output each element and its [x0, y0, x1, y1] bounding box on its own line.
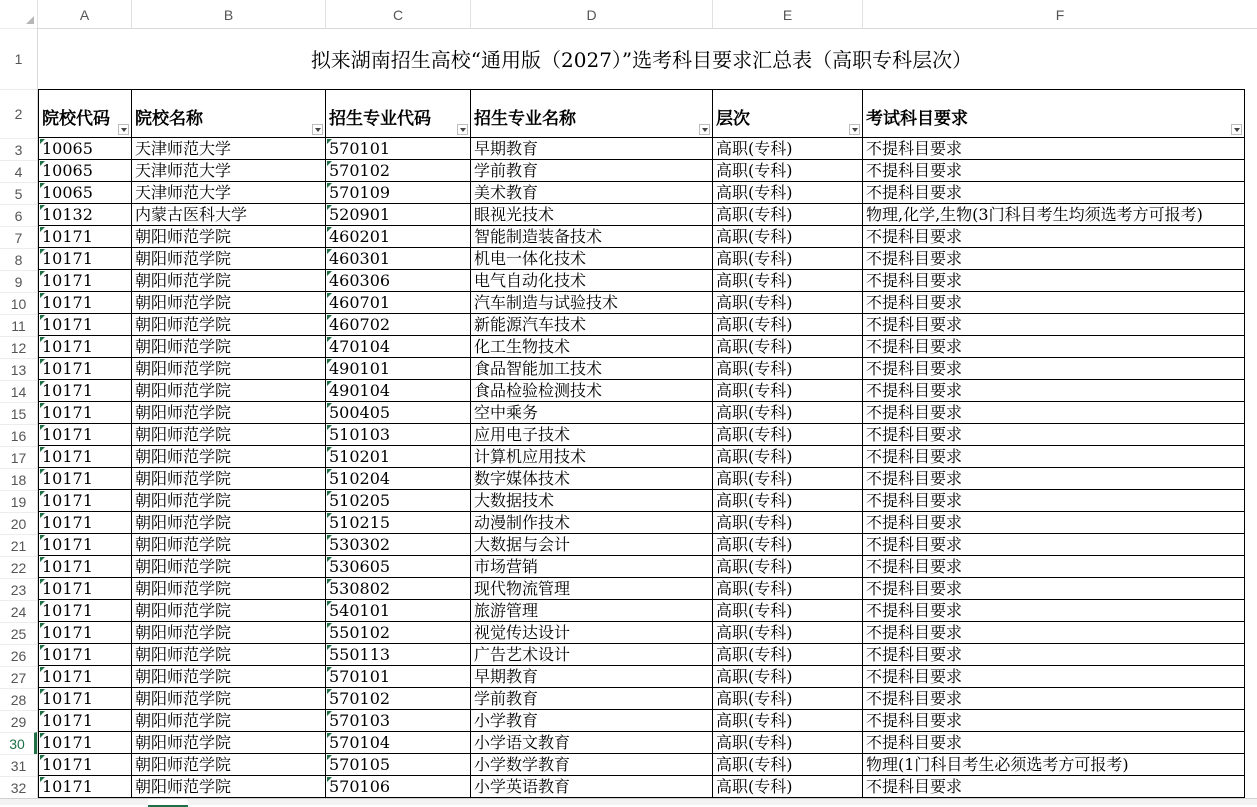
table-cell[interactable]: 490101 [325, 358, 470, 380]
row-header-23[interactable]: 23 [0, 578, 37, 600]
table-cell[interactable]: 物理,化学,生物(3门科目考生均须选考方可报考) [862, 204, 1245, 226]
row-header-18[interactable]: 18 [0, 468, 37, 490]
table-cell[interactable]: 朝阳师范学院 [131, 402, 325, 424]
table-cell[interactable]: 570103 [325, 710, 470, 732]
table-cell[interactable]: 510204 [325, 468, 470, 490]
table-cell[interactable]: 朝阳师范学院 [131, 556, 325, 578]
table-cell[interactable]: 不提科目要求 [862, 512, 1245, 534]
table-cell[interactable]: 不提科目要求 [862, 490, 1245, 512]
table-cell[interactable]: 化工生物技术 [470, 336, 712, 358]
header-cell[interactable] [470, 89, 712, 138]
table-cell[interactable]: 小学教育 [470, 710, 712, 732]
table-cell[interactable]: 高职(专科) [712, 446, 862, 468]
table-cell[interactable]: 学前教育 [470, 688, 712, 710]
row-header-24[interactable]: 24 [0, 600, 37, 622]
table-cell[interactable]: 不提科目要求 [862, 622, 1245, 644]
header-cell[interactable] [131, 89, 325, 138]
table-cell[interactable]: 10171 [38, 688, 131, 710]
table-cell[interactable]: 不提科目要求 [862, 732, 1245, 754]
table-cell[interactable]: 天津师范大学 [131, 182, 325, 204]
table-cell[interactable]: 10171 [38, 556, 131, 578]
row-header-17[interactable]: 17 [0, 446, 37, 468]
table-cell[interactable]: 朝阳师范学院 [131, 424, 325, 446]
table-cell[interactable]: 10171 [38, 446, 131, 468]
row-header-19[interactable]: 19 [0, 490, 37, 512]
table-cell[interactable]: 570104 [325, 732, 470, 754]
table-cell[interactable]: 不提科目要求 [862, 182, 1245, 204]
table-cell[interactable]: 朝阳师范学院 [131, 446, 325, 468]
row-header-31[interactable]: 31 [0, 754, 37, 776]
table-cell[interactable]: 570102 [325, 160, 470, 182]
table-cell[interactable]: 不提科目要求 [862, 424, 1245, 446]
table-cell[interactable]: 朝阳师范学院 [131, 622, 325, 644]
table-cell[interactable]: 天津师范大学 [131, 160, 325, 182]
table-cell[interactable]: 不提科目要求 [862, 578, 1245, 600]
table-cell[interactable]: 朝阳师范学院 [131, 226, 325, 248]
table-cell[interactable]: 高职(专科) [712, 490, 862, 512]
table-cell[interactable]: 高职(专科) [712, 732, 862, 754]
sheet-tab-active[interactable] [148, 799, 188, 807]
table-cell[interactable]: 10171 [38, 226, 131, 248]
table-cell[interactable]: 10171 [38, 314, 131, 336]
table-cell[interactable]: 朝阳师范学院 [131, 732, 325, 754]
table-cell[interactable]: 朝阳师范学院 [131, 358, 325, 380]
header-label: 院校名称 [135, 109, 203, 129]
table-cell[interactable]: 眼视光技术 [470, 204, 712, 226]
header-cell[interactable] [862, 89, 1245, 138]
table-cell[interactable]: 510205 [325, 490, 470, 512]
table-cell[interactable]: 智能制造装备技术 [470, 226, 712, 248]
table-cell[interactable]: 食品智能加工技术 [470, 358, 712, 380]
table-cell[interactable]: 不提科目要求 [862, 688, 1245, 710]
table-cell[interactable]: 570109 [325, 182, 470, 204]
table-cell[interactable]: 高职(专科) [712, 688, 862, 710]
table-cell[interactable]: 10171 [38, 666, 131, 688]
row-header-25[interactable]: 25 [0, 622, 37, 644]
table-cell[interactable]: 不提科目要求 [862, 138, 1245, 160]
row-header-3[interactable]: 3 [0, 138, 37, 160]
table-cell[interactable]: 570101 [325, 138, 470, 160]
table-cell[interactable]: 朝阳师范学院 [131, 688, 325, 710]
table-cell[interactable]: 视觉传达设计 [470, 622, 712, 644]
header-label: 招生专业名称 [474, 109, 576, 129]
column-header-b[interactable]: B [131, 0, 325, 28]
table-cell[interactable]: 高职(专科) [712, 292, 862, 314]
row-header-10[interactable]: 10 [0, 292, 37, 314]
table-cell[interactable]: 10171 [38, 358, 131, 380]
table-cell[interactable]: 高职(专科) [712, 600, 862, 622]
table-cell[interactable]: 510103 [325, 424, 470, 446]
row-header-4[interactable]: 4 [0, 160, 37, 182]
table-cell[interactable]: 10065 [38, 182, 131, 204]
table-cell[interactable]: 10171 [38, 402, 131, 424]
row-header-2[interactable]: 2 [0, 89, 37, 138]
table-cell[interactable]: 食品检验检测技术 [470, 380, 712, 402]
row-header-5[interactable]: 5 [0, 182, 37, 204]
column-header-a[interactable]: A [37, 0, 131, 28]
table-cell[interactable]: 朝阳师范学院 [131, 600, 325, 622]
table-cell[interactable]: 小学数学教育 [470, 754, 712, 776]
row-header-bar [0, 28, 38, 804]
table-cell[interactable]: 460201 [325, 226, 470, 248]
table-cell[interactable]: 550113 [325, 644, 470, 666]
table-cell[interactable]: 广告艺术设计 [470, 644, 712, 666]
table-cell[interactable]: 460306 [325, 270, 470, 292]
table-cell[interactable]: 高职(专科) [712, 336, 862, 358]
table-cell[interactable]: 朝阳师范学院 [131, 534, 325, 556]
row-header-26[interactable]: 26 [0, 644, 37, 666]
table-cell[interactable]: 10171 [38, 490, 131, 512]
table-cell[interactable]: 现代物流管理 [470, 578, 712, 600]
table-cell[interactable]: 朝阳师范学院 [131, 644, 325, 666]
table-cell[interactable]: 大数据与会计 [470, 534, 712, 556]
header-label: 层次 [716, 109, 750, 129]
table-cell[interactable]: 汽车制造与试验技术 [470, 292, 712, 314]
table-cell[interactable]: 市场营销 [470, 556, 712, 578]
table-cell[interactable]: 470104 [325, 336, 470, 358]
column-header-c[interactable]: C [325, 0, 470, 28]
table-cell[interactable]: 高职(专科) [712, 204, 862, 226]
table-cell[interactable]: 不提科目要求 [862, 380, 1245, 402]
table-cell[interactable]: 高职(专科) [712, 754, 862, 776]
row-header-30[interactable]: 30 [0, 732, 37, 754]
row-header-28[interactable]: 28 [0, 688, 37, 710]
column-header-f[interactable]: F [862, 0, 1257, 28]
table-cell[interactable]: 10171 [38, 380, 131, 402]
row-header-15[interactable]: 15 [0, 402, 37, 424]
table-cell[interactable]: 朝阳师范学院 [131, 336, 325, 358]
table-cell[interactable]: 朝阳师范学院 [131, 380, 325, 402]
table-cell[interactable]: 460702 [325, 314, 470, 336]
table-cell[interactable]: 高职(专科) [712, 248, 862, 270]
table-cell[interactable]: 10132 [38, 204, 131, 226]
table-cell[interactable]: 高职(专科) [712, 226, 862, 248]
table-cell[interactable]: 朝阳师范学院 [131, 710, 325, 732]
table-cell[interactable]: 朝阳师范学院 [131, 248, 325, 270]
table-cell[interactable]: 10171 [38, 644, 131, 666]
row-header-1[interactable]: 1 [0, 28, 37, 89]
table-cell[interactable]: 10171 [38, 600, 131, 622]
row-header-21[interactable]: 21 [0, 534, 37, 556]
table-cell[interactable]: 朝阳师范学院 [131, 578, 325, 600]
table-cell[interactable]: 高职(专科) [712, 314, 862, 336]
table-cell[interactable]: 10171 [38, 578, 131, 600]
table-cell[interactable]: 高职(专科) [712, 512, 862, 534]
table-cell[interactable]: 550102 [325, 622, 470, 644]
table-cell[interactable]: 早期教育 [470, 138, 712, 160]
table-cell[interactable]: 570101 [325, 666, 470, 688]
sheet-title[interactable]: 拟来湖南招生高校“通用版（2027）”选考科目要求汇总表（高职专科层次） [310, 48, 973, 72]
table-cell[interactable]: 高职(专科) [712, 644, 862, 666]
table-cell[interactable]: 美术教育 [470, 182, 712, 204]
table-cell[interactable]: 10171 [38, 622, 131, 644]
table-cell[interactable]: 不提科目要求 [862, 644, 1245, 666]
table-cell[interactable]: 大数据技术 [470, 490, 712, 512]
table-cell[interactable]: 490104 [325, 380, 470, 402]
table-cell[interactable]: 530302 [325, 534, 470, 556]
table-cell[interactable]: 朝阳师范学院 [131, 468, 325, 490]
table-cell[interactable]: 不提科目要求 [862, 314, 1245, 336]
table-cell[interactable]: 10171 [38, 710, 131, 732]
table-cell[interactable]: 530802 [325, 578, 470, 600]
table-cell[interactable]: 不提科目要求 [862, 776, 1245, 798]
row-header-32[interactable]: 32 [0, 776, 37, 798]
table-cell[interactable]: 不提科目要求 [862, 358, 1245, 380]
table-cell[interactable]: 不提科目要求 [862, 292, 1245, 314]
table-cell[interactable]: 460301 [325, 248, 470, 270]
table-cell[interactable]: 应用电子技术 [470, 424, 712, 446]
table-cell[interactable]: 数字媒体技术 [470, 468, 712, 490]
table-cell[interactable]: 学前教育 [470, 160, 712, 182]
column-header-bar [0, 0, 1257, 29]
row-header-6[interactable]: 6 [0, 204, 37, 226]
row-header-8[interactable]: 8 [0, 248, 37, 270]
table-cell[interactable]: 不提科目要求 [862, 446, 1245, 468]
table-cell[interactable]: 570102 [325, 688, 470, 710]
table-cell[interactable]: 530605 [325, 556, 470, 578]
header-cell[interactable] [38, 89, 131, 138]
table-cell[interactable]: 520901 [325, 204, 470, 226]
table-cell[interactable]: 570106 [325, 776, 470, 798]
table-cell[interactable]: 小学英语教育 [470, 776, 712, 798]
header-label: 考试科目要求 [866, 109, 968, 129]
row-header-9[interactable]: 9 [0, 270, 37, 292]
table-cell[interactable]: 高职(专科) [712, 578, 862, 600]
table-cell[interactable]: 540101 [325, 600, 470, 622]
filter-dropdown-icon[interactable] [118, 124, 129, 135]
column-header-e[interactable]: E [712, 0, 862, 28]
filter-dropdown-icon[interactable] [699, 124, 710, 135]
table-cell[interactable]: 不提科目要求 [862, 710, 1245, 732]
table-cell[interactable]: 10171 [38, 292, 131, 314]
table-cell[interactable]: 不提科目要求 [862, 336, 1245, 358]
table-cell[interactable]: 朝阳师范学院 [131, 512, 325, 534]
table-cell[interactable]: 10171 [38, 776, 131, 798]
table-cell[interactable]: 计算机应用技术 [470, 446, 712, 468]
table-cell[interactable]: 朝阳师范学院 [131, 490, 325, 512]
row-header-12[interactable]: 12 [0, 336, 37, 358]
table-cell[interactable]: 高职(专科) [712, 710, 862, 732]
table-cell[interactable]: 不提科目要求 [862, 600, 1245, 622]
table-cell[interactable]: 高职(专科) [712, 270, 862, 292]
table-cell[interactable]: 10171 [38, 424, 131, 446]
cell-grid [38, 28, 1257, 804]
table-cell[interactable]: 朝阳师范学院 [131, 292, 325, 314]
row-header-20[interactable]: 20 [0, 512, 37, 534]
table-cell[interactable]: 朝阳师范学院 [131, 776, 325, 798]
table-cell[interactable]: 朝阳师范学院 [131, 270, 325, 292]
table-cell[interactable]: 10171 [38, 468, 131, 490]
table-cell[interactable]: 朝阳师范学院 [131, 666, 325, 688]
filter-dropdown-icon[interactable] [849, 124, 860, 135]
table-cell[interactable]: 动漫制作技术 [470, 512, 712, 534]
table-cell[interactable]: 高职(专科) [712, 534, 862, 556]
row-header-14[interactable]: 14 [0, 380, 37, 402]
row-header-22[interactable]: 22 [0, 556, 37, 578]
header-cell[interactable] [712, 89, 862, 138]
header-cell[interactable] [325, 89, 470, 138]
table-cell[interactable]: 不提科目要求 [862, 160, 1245, 182]
table-cell[interactable]: 10171 [38, 732, 131, 754]
row-header-13[interactable]: 13 [0, 358, 37, 380]
header-label: 招生专业代码 [329, 109, 431, 129]
table-cell[interactable]: 高职(专科) [712, 556, 862, 578]
table-cell[interactable]: 新能源汽车技术 [470, 314, 712, 336]
table-cell[interactable]: 物理(1门科目考生必须选考方可报考) [862, 754, 1245, 776]
table-cell[interactable]: 高职(专科) [712, 776, 862, 798]
table-cell[interactable]: 电气自动化技术 [470, 270, 712, 292]
table-cell[interactable]: 不提科目要求 [862, 556, 1245, 578]
row-header-29[interactable]: 29 [0, 710, 37, 732]
table-cell[interactable]: 不提科目要求 [862, 666, 1245, 688]
table-cell[interactable]: 10171 [38, 270, 131, 292]
table-cell[interactable]: 不提科目要求 [862, 402, 1245, 424]
table-cell[interactable]: 机电一体化技术 [470, 248, 712, 270]
table-cell[interactable]: 高职(专科) [712, 424, 862, 446]
table-cell[interactable]: 天津师范大学 [131, 138, 325, 160]
select-all-corner[interactable] [0, 0, 37, 28]
table-cell[interactable]: 高职(专科) [712, 160, 862, 182]
table-cell[interactable]: 小学语文教育 [470, 732, 712, 754]
table-cell[interactable]: 朝阳师范学院 [131, 314, 325, 336]
row-header-27[interactable]: 27 [0, 666, 37, 688]
filter-dropdown-icon[interactable] [457, 124, 468, 135]
table-cell[interactable]: 高职(专科) [712, 138, 862, 160]
table-cell[interactable]: 不提科目要求 [862, 226, 1245, 248]
column-header-d[interactable]: D [470, 0, 712, 28]
table-cell[interactable]: 高职(专科) [712, 380, 862, 402]
table-cell[interactable]: 高职(专科) [712, 666, 862, 688]
table-cell[interactable]: 朝阳师范学院 [131, 754, 325, 776]
table-cell[interactable]: 10171 [38, 336, 131, 358]
table-cell[interactable]: 510201 [325, 446, 470, 468]
filter-dropdown-icon[interactable] [1231, 124, 1242, 135]
table-cell[interactable]: 460701 [325, 292, 470, 314]
table-cell[interactable]: 10171 [38, 534, 131, 556]
header-label: 院校代码 [42, 109, 110, 129]
table-cell[interactable]: 早期教育 [470, 666, 712, 688]
table-cell[interactable]: 高职(专科) [712, 622, 862, 644]
table-cell[interactable]: 空中乘务 [470, 402, 712, 424]
select-all-icon [26, 16, 34, 24]
table-cell[interactable]: 高职(专科) [712, 358, 862, 380]
table-cell[interactable]: 10171 [38, 512, 131, 534]
table-cell[interactable]: 高职(专科) [712, 182, 862, 204]
row-header-7[interactable]: 7 [0, 226, 37, 248]
table-cell[interactable]: 高职(专科) [712, 468, 862, 490]
table-cell[interactable]: 不提科目要求 [862, 468, 1245, 490]
table-cell[interactable]: 10171 [38, 248, 131, 270]
row-header-16[interactable]: 16 [0, 424, 37, 446]
table-cell[interactable]: 10065 [38, 160, 131, 182]
table-cell[interactable]: 10171 [38, 754, 131, 776]
table-cell[interactable]: 旅游管理 [470, 600, 712, 622]
table-cell[interactable]: 不提科目要求 [862, 270, 1245, 292]
table-cell[interactable]: 高职(专科) [712, 402, 862, 424]
table-cell[interactable]: 内蒙古医科大学 [131, 204, 325, 226]
table-cell[interactable]: 510215 [325, 512, 470, 534]
table-cell[interactable]: 10065 [38, 138, 131, 160]
filter-dropdown-icon[interactable] [312, 124, 323, 135]
table-cell[interactable]: 570105 [325, 754, 470, 776]
table-cell[interactable]: 500405 [325, 402, 470, 424]
table-cell[interactable]: 不提科目要求 [862, 248, 1245, 270]
table-cell[interactable]: 不提科目要求 [862, 534, 1245, 556]
row-header-11[interactable]: 11 [0, 314, 37, 336]
